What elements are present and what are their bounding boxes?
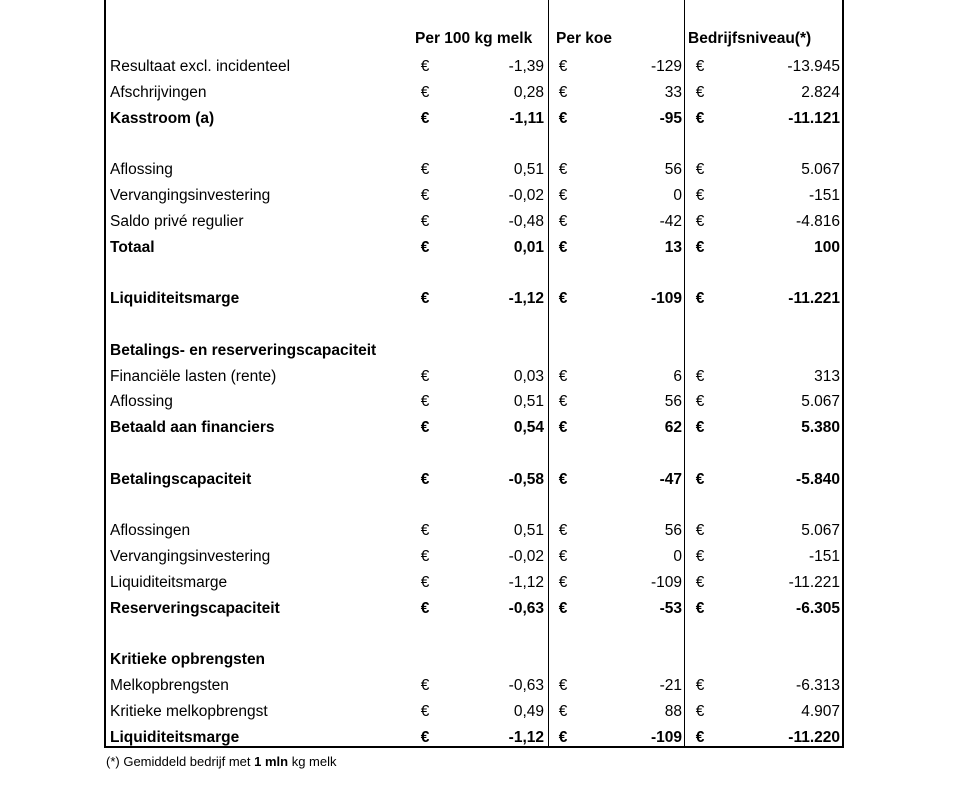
currency-symbol: € [695, 573, 705, 591]
currency-symbol: € [695, 599, 705, 617]
row-label: Kasstroom (a) [110, 109, 215, 127]
value-v2: -47 [659, 470, 682, 488]
value-v3: 2.824 [801, 83, 840, 101]
currency-symbol: € [695, 161, 705, 179]
table-row [106, 364, 846, 390]
currency-symbol: € [695, 522, 705, 540]
value-v1: -0,58 [508, 470, 544, 488]
header-per-100kg: Per 100 kg melk [415, 30, 533, 47]
value-v2: 62 [664, 419, 682, 437]
currency-symbol: € [558, 728, 568, 746]
currency-symbol: € [695, 393, 705, 411]
currency-symbol: € [420, 470, 430, 488]
value-v2: 88 [664, 702, 682, 720]
row-label: Kritieke opbrengsten [110, 651, 266, 669]
currency-symbol: € [558, 109, 568, 127]
row-label: Financiële lasten (rente) [110, 367, 277, 385]
currency-symbol: € [558, 161, 568, 179]
currency-symbol: € [420, 728, 430, 746]
value-v1: -1,11 [509, 109, 544, 127]
row-label: Melkopbrengsten [110, 677, 229, 695]
table-row [106, 157, 846, 183]
row-label: Betalingscapaciteit [110, 470, 252, 488]
spacer-row [106, 441, 846, 467]
currency-symbol: € [558, 677, 568, 695]
value-v3: 5.067 [801, 522, 840, 540]
value-v2: -109 [650, 290, 682, 308]
table-row [106, 596, 846, 622]
footnote [106, 754, 337, 769]
value-v2: 33 [664, 83, 682, 101]
value-v1: 0,51 [513, 161, 544, 179]
table-frame [104, 0, 844, 748]
currency-symbol: € [558, 367, 568, 385]
value-v3: -13.945 [787, 58, 840, 75]
value-v3: -151 [808, 186, 840, 204]
currency-symbol: € [558, 522, 568, 540]
row-label: Aflossingen [110, 522, 191, 540]
row-label: Vervangingsinvestering [110, 186, 271, 204]
value-v3: -4.816 [796, 212, 840, 230]
table-row [106, 699, 846, 725]
currency-symbol: € [695, 212, 705, 230]
value-v1: -1,12 [508, 573, 544, 591]
table-row [106, 725, 846, 751]
currency-symbol: € [420, 522, 430, 540]
value-v3: -5.840 [796, 470, 840, 488]
value-v1: -0,02 [508, 186, 544, 204]
currency-symbol: € [558, 186, 568, 204]
table-row [106, 106, 846, 132]
currency-symbol: € [558, 212, 568, 230]
value-v1: 0,54 [513, 419, 544, 437]
currency-symbol: € [695, 186, 705, 204]
value-v3: 5.067 [801, 393, 840, 411]
value-v1: -0,63 [508, 677, 544, 695]
value-v3: 5.380 [801, 419, 840, 437]
footnote-bold: 1 mln [254, 754, 289, 769]
value-v1: -1,12 [508, 728, 544, 746]
value-v3: -11.121 [788, 109, 840, 127]
table-row [106, 544, 846, 570]
row-label: Betaald aan financiers [110, 419, 275, 437]
currency-symbol: € [558, 470, 568, 488]
currency-symbol: € [695, 109, 705, 127]
currency-symbol: € [558, 58, 568, 75]
value-v1: -1,12 [508, 290, 544, 308]
table-row [106, 209, 846, 235]
currency-symbol: € [558, 393, 568, 411]
value-v1: -0,48 [508, 212, 544, 230]
currency-symbol: € [695, 702, 705, 720]
value-v3: -6.313 [796, 677, 840, 695]
row-label: Kritieke melkopbrengst [110, 702, 268, 720]
currency-symbol: € [558, 548, 568, 566]
currency-symbol: € [558, 419, 568, 437]
row-label: Liquiditeitsmarge [110, 573, 228, 591]
spacer-row [106, 131, 846, 157]
spacer-row [106, 312, 846, 338]
currency-symbol: € [420, 161, 430, 179]
header-bedrijfsniveau: Bedrijfsniveau(*) [688, 30, 812, 47]
currency-symbol: € [420, 677, 430, 695]
currency-symbol: € [420, 109, 430, 127]
currency-symbol: € [695, 367, 705, 385]
value-v2: 0 [673, 548, 682, 566]
currency-symbol: € [420, 58, 430, 75]
value-v3: -11.220 [788, 728, 840, 746]
table-row [106, 389, 846, 415]
currency-symbol: € [558, 290, 568, 308]
row-label: Liquiditeitsmarge [110, 290, 240, 308]
row-label: Liquiditeitsmarge [110, 728, 240, 746]
value-v1: 0,28 [513, 83, 544, 101]
header-per-koe: Per koe [556, 30, 613, 47]
footnote-prefix: (*) Gemiddeld bedrijf met [106, 754, 255, 769]
value-v2: -21 [659, 677, 682, 695]
value-v1: 0,51 [513, 522, 544, 540]
value-v1: 0,51 [513, 393, 544, 411]
currency-symbol: € [420, 290, 430, 308]
value-v2: -42 [659, 212, 682, 230]
value-v3: 4.907 [801, 702, 840, 720]
value-v2: -53 [659, 599, 682, 617]
value-v2: -129 [650, 58, 682, 75]
currency-symbol: € [420, 419, 430, 437]
currency-symbol: € [558, 238, 568, 256]
row-label: Afschrijvingen [110, 83, 207, 101]
row-label: Vervangingsinvestering [110, 548, 271, 566]
currency-symbol: € [420, 83, 430, 101]
currency-symbol: € [695, 548, 705, 566]
currency-symbol: € [695, 470, 705, 488]
currency-symbol: € [695, 238, 705, 256]
currency-symbol: € [695, 83, 705, 101]
row-label: Betalings- en reserveringscapaciteit [110, 341, 377, 359]
currency-symbol: € [695, 290, 705, 308]
currency-symbol: € [420, 186, 430, 204]
value-v2: 13 [664, 238, 682, 256]
value-v2: 0 [673, 186, 682, 204]
currency-symbol: € [695, 419, 705, 437]
table-row [106, 54, 846, 80]
value-v3: 5.067 [801, 161, 840, 179]
section-heading-row [106, 647, 846, 673]
currency-symbol: € [420, 702, 430, 720]
currency-symbol: € [420, 573, 430, 591]
value-v1: 0,03 [513, 367, 544, 385]
value-v2: -109 [650, 573, 682, 591]
table-row [106, 80, 846, 106]
value-v1: -0,63 [508, 599, 544, 617]
table-row [106, 467, 846, 493]
spacer-row [106, 260, 846, 286]
table-row [106, 235, 846, 261]
table-row [106, 286, 846, 312]
value-v3: 100 [814, 238, 840, 256]
row-label: Aflossing [110, 161, 173, 179]
value-v1: 0,49 [513, 702, 544, 720]
value-v3: -151 [808, 548, 840, 566]
value-v1: 0,01 [513, 238, 544, 256]
value-v3: -11.221 [788, 290, 840, 308]
currency-symbol: € [420, 212, 430, 230]
currency-symbol: € [420, 599, 430, 617]
section-heading-row [106, 338, 846, 364]
table-row [106, 570, 846, 596]
value-v3: -11.221 [788, 573, 840, 591]
value-v2: 6 [673, 367, 682, 385]
table-row [106, 183, 846, 209]
currency-symbol: € [420, 548, 430, 566]
currency-symbol: € [558, 599, 568, 617]
row-label: Aflossing [110, 393, 173, 411]
row-label: Saldo privé regulier [110, 212, 244, 230]
value-v1: -0,02 [508, 548, 544, 566]
table-body [106, 54, 846, 751]
row-label: Totaal [110, 238, 155, 256]
currency-symbol: € [695, 677, 705, 695]
spacer-row [106, 622, 846, 648]
currency-symbol: € [695, 58, 705, 75]
table-row [106, 518, 846, 544]
value-v2: 56 [664, 161, 682, 179]
currency-symbol: € [420, 393, 430, 411]
currency-symbol: € [558, 83, 568, 101]
value-v2: 56 [664, 393, 682, 411]
table-row [106, 415, 846, 441]
value-v3: 313 [814, 367, 840, 385]
currency-symbol: € [558, 573, 568, 591]
value-v3: -6.305 [796, 599, 840, 617]
value-v2: -95 [659, 109, 682, 127]
spacer-row [106, 493, 846, 519]
currency-symbol: € [420, 367, 430, 385]
value-v2: 56 [664, 522, 682, 540]
value-v1: -1,39 [508, 58, 544, 75]
currency-symbol: € [420, 238, 430, 256]
value-v2: -109 [650, 728, 682, 746]
row-label: Resultaat excl. incidenteel [110, 58, 291, 75]
row-label: Reserveringscapaciteit [110, 599, 280, 617]
footnote-suffix: kg melk [288, 754, 337, 769]
table-row [106, 673, 846, 699]
currency-symbol: € [558, 702, 568, 720]
currency-symbol: € [695, 728, 705, 746]
